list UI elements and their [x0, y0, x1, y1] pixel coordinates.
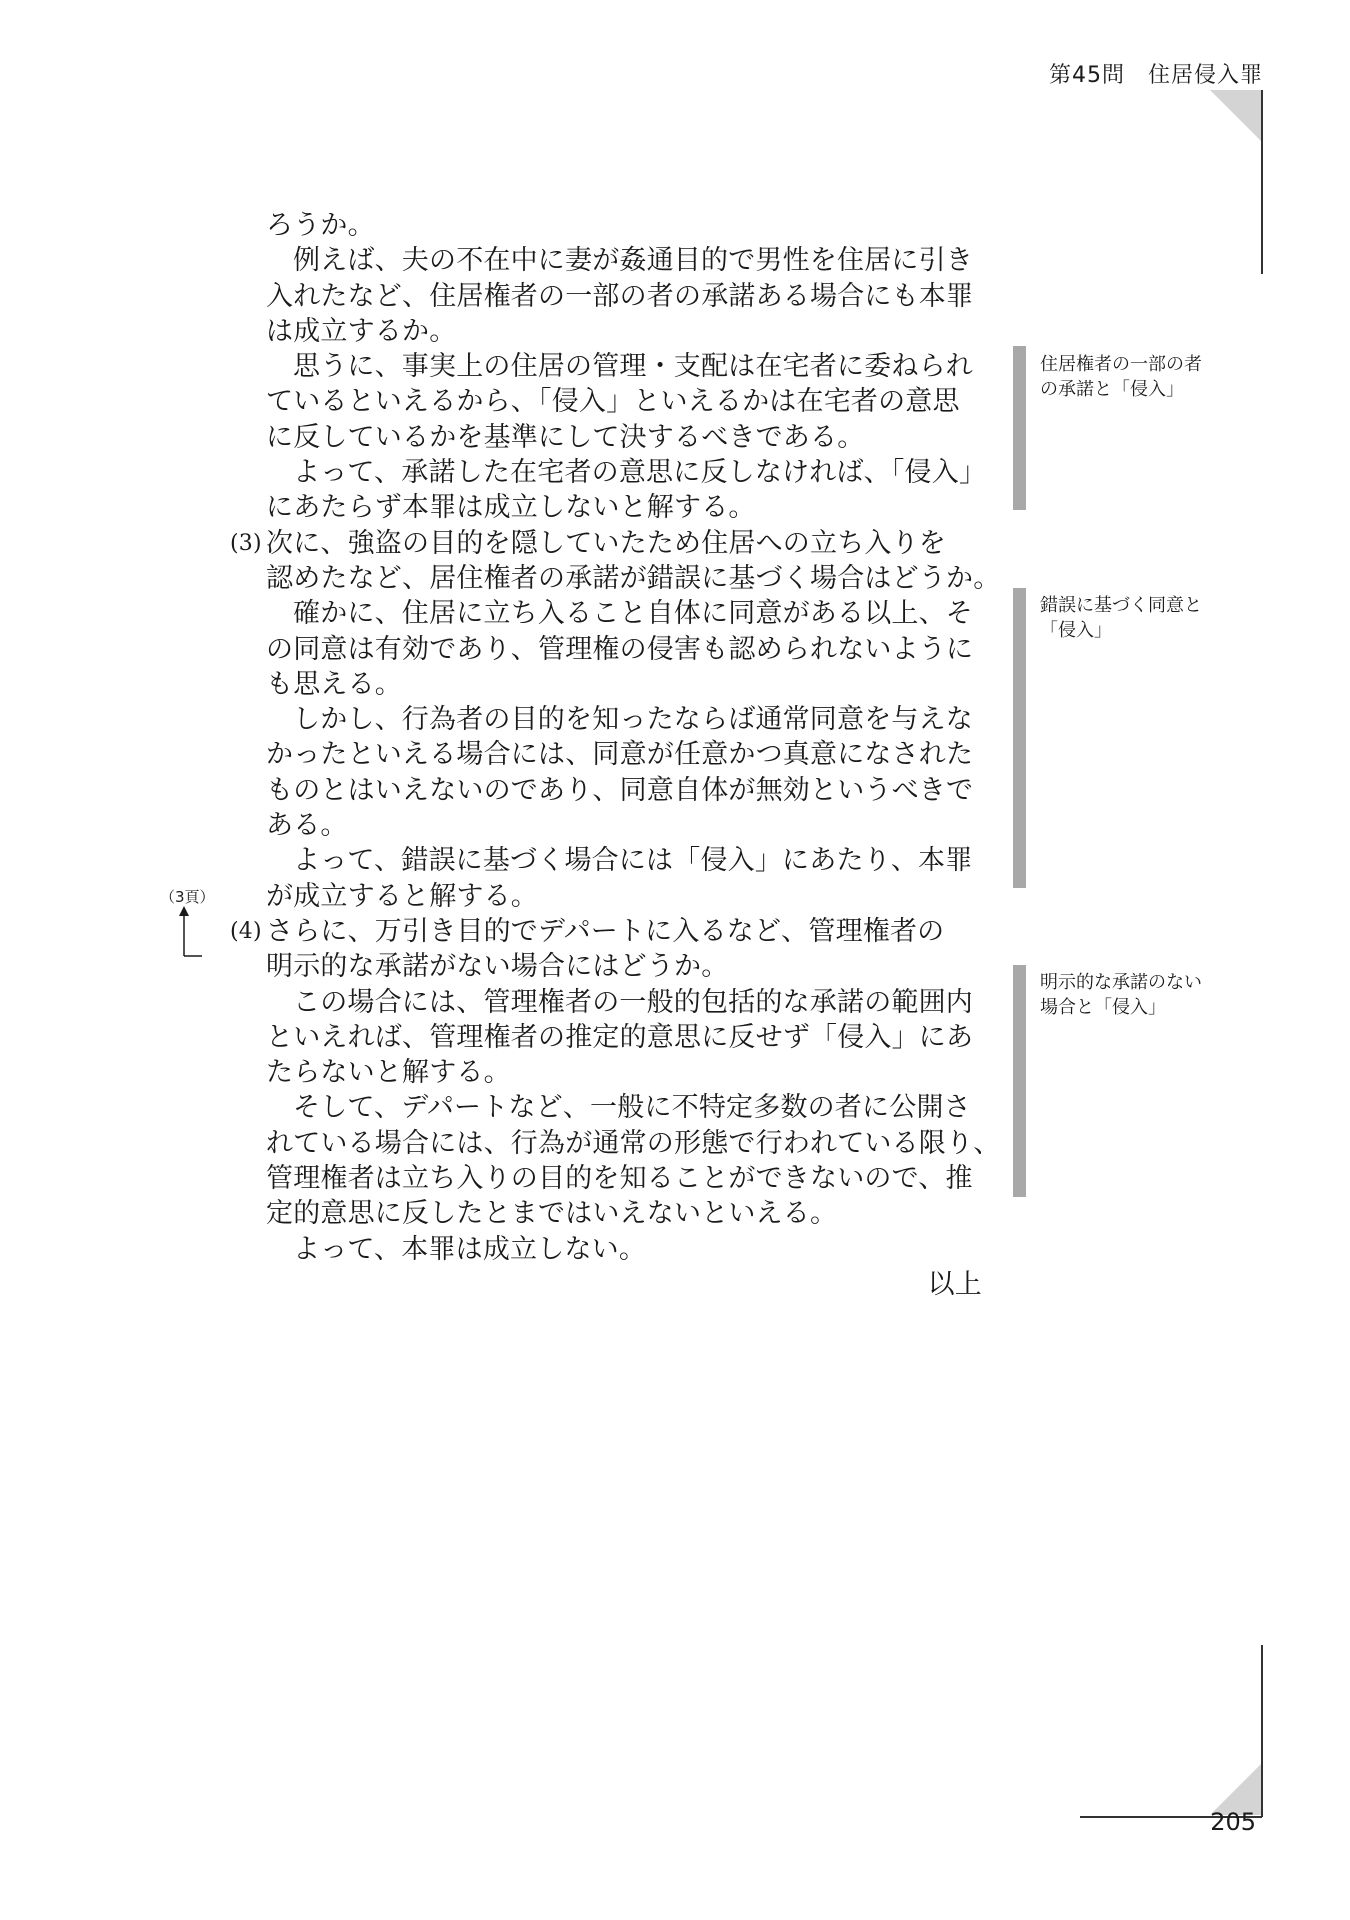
text-line-content: れている場合には、行為が通常の形態で行われている限り、 [266, 1127, 1001, 1159]
text-line [266, 490, 982, 525]
text-line-content: といえれば、管理権者の推定的意思に反せず「侵入」にあ [266, 1021, 974, 1053]
text-line-content: よって、本罪は成立しない。 [293, 1233, 647, 1265]
sidebar-bar-3 [1013, 965, 1026, 1197]
text-line [266, 667, 982, 702]
text-line [266, 455, 987, 490]
text-line-content: ろうか。 [266, 210, 375, 241]
text-line [230, 914, 982, 949]
text-line [266, 243, 982, 278]
section-number: (4) [230, 918, 262, 944]
text-line [266, 1020, 982, 1055]
text-line [266, 314, 982, 349]
text-line-content: 次に、強盗の目的を隠していたため住居への立ち入りを [266, 527, 946, 559]
text-line-content: 管理権者は立ち入りの目的を知ることができないので、推 [266, 1163, 973, 1195]
sidebar-note-2-line1: 錯誤に基づく同意と [1040, 595, 1202, 616]
text-line-content: も思える。 [266, 668, 402, 700]
sidebar-note-1 [1040, 352, 1202, 402]
page-reference-arrow-icon [172, 906, 212, 962]
text-line [266, 985, 982, 1020]
text-line-content: ているといえるから、「侵入」といえるかは在宅者の意思 [266, 386, 960, 418]
text-line [266, 1090, 982, 1125]
text-line [266, 1196, 982, 1231]
text-line-content: よって、承諾した在宅者の意思に反しなければ、「侵入」 [293, 457, 987, 489]
sidebar-note-3 [1040, 970, 1202, 1020]
text-line [266, 632, 982, 667]
text-line-content: 確かに、住居に立ち入ること自体に同意がある以上、そ [293, 598, 973, 630]
sidebar-note-3-line2: 場合と「侵入」 [1040, 997, 1166, 1018]
corner-fold-decoration [1200, 90, 1264, 274]
sidebar-note-1-line2: の承諾と「侵入」 [1040, 379, 1184, 400]
text-line-content: が成立すると解する。 [266, 880, 538, 912]
text-line-content: 明示的な承諾がない場合にはどうか。 [266, 951, 729, 983]
sidebar-note-2 [1040, 593, 1202, 643]
sidebar-bar-2 [1013, 588, 1026, 888]
page-reference: （3頁） [160, 888, 215, 906]
sidebar-note-1-line1: 住居権者の一部の者 [1040, 354, 1202, 375]
sidebar-note-2-line2: 「侵入」 [1040, 620, 1112, 641]
text-line [266, 1126, 1001, 1161]
section-number: (3) [230, 530, 262, 556]
text-line-content: は成立するか。 [266, 315, 457, 347]
text-line-content: かったといえる場合には、同意が任意かつ真意になされた [266, 739, 974, 771]
text-line-content: 例えば、夫の不在中に妻が姦通目的で男性を住居に引き [293, 245, 973, 277]
text-line-content: 入れたなど、住居権者の一部の者の承諾ある場合にも本罪 [266, 280, 974, 312]
text-line-content: ある。 [266, 810, 348, 842]
text-line-content: にあたらず本罪は成立しないと解する。 [266, 492, 756, 524]
main-text [230, 208, 1001, 1302]
text-line-content: よって、錯誤に基づく場合には「侵入」にあたり、本罪 [293, 845, 973, 877]
text-line [266, 737, 982, 772]
text-line [266, 1267, 982, 1302]
sidebar-note-3-line1: 明示的な承諾のない [1040, 972, 1202, 993]
text-line-content: 以上 [927, 1268, 982, 1300]
text-line [266, 208, 982, 243]
text-line [266, 349, 982, 384]
text-line [266, 949, 982, 984]
text-line [266, 1232, 982, 1267]
text-line [266, 773, 982, 808]
text-line [266, 1161, 982, 1196]
text-line-content: ものとはいえないのであり、同意自体が無効というべきで [266, 774, 974, 806]
text-line [266, 702, 982, 737]
text-line [230, 526, 982, 561]
text-line [266, 420, 982, 455]
text-line-content: この場合には、管理権者の一般的包括的な承諾の範囲内 [293, 986, 973, 1018]
text-line [266, 596, 982, 631]
text-line-content: たらないと解する。 [266, 1057, 511, 1089]
text-line-content: 思うに、事実上の住居の管理・支配は在宅者に委ねられ [293, 351, 973, 383]
text-line-content: しかし、行為者の目的を知ったならば通常同意を与えな [293, 704, 973, 736]
text-line [266, 561, 1001, 596]
page-number: 205 [1210, 1808, 1256, 1836]
text-line [266, 1055, 982, 1090]
text-line-content: 定的意思に反したとまではいえないといえる。 [266, 1198, 838, 1230]
chapter-title: 第45問 住居侵入罪 [1049, 63, 1263, 88]
text-line [266, 879, 982, 914]
text-line-content: さらに、万引き目的でデパートに入るなど、管理権者の [266, 915, 945, 947]
text-line-content: に反しているかを基準にして決するべきである。 [266, 421, 865, 453]
text-line [266, 808, 982, 843]
text-line [266, 384, 982, 419]
text-line-content: そして、デパートなど、一般に不特定多数の者に公開さ [293, 1092, 971, 1124]
text-line [266, 279, 982, 314]
text-line [266, 843, 982, 878]
text-line-content: の同意は有効であり、管理権の侵害も認められないように [266, 633, 974, 665]
sidebar-bar-1 [1013, 346, 1026, 510]
text-line-content: 認めたなど、居住権者の承諾が錯誤に基づく場合はどうか。 [266, 562, 1001, 594]
